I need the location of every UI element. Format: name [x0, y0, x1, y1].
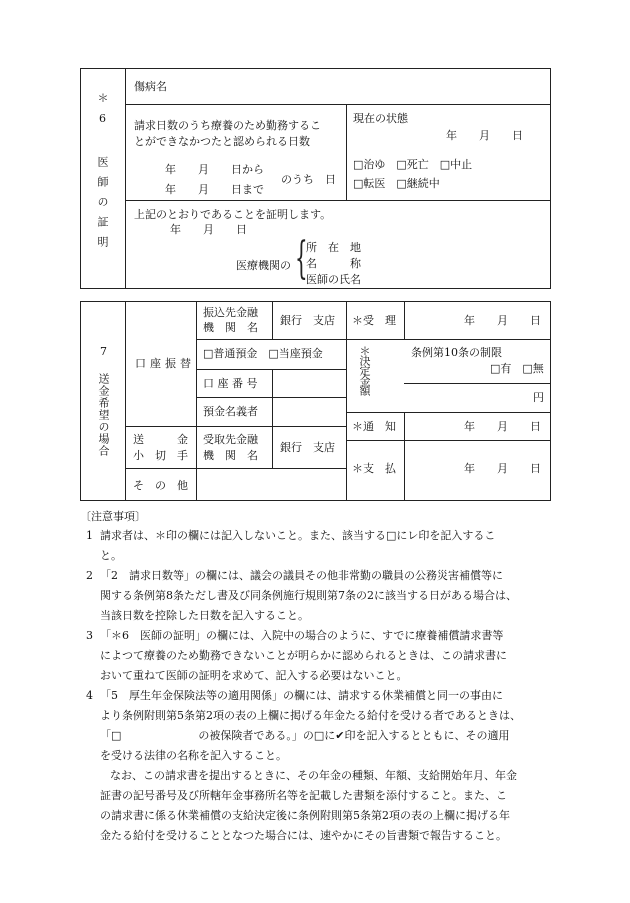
divider — [125, 426, 346, 427]
status-label: 現在の状態 — [353, 112, 408, 125]
disease-name-label: 傷病名 — [134, 80, 167, 93]
note-line: と。 — [100, 549, 122, 562]
note-number: 1 — [86, 529, 93, 542]
note-4 — [86, 686, 548, 766]
remit-check-label-1: 送 金 — [133, 433, 188, 446]
brace-icon: { — [295, 233, 308, 284]
disease-name-field[interactable] — [190, 72, 545, 100]
divider — [125, 468, 346, 469]
transfer-bank-label-1: 振込先金融 — [203, 306, 258, 319]
divider — [125, 200, 551, 201]
divider — [272, 426, 273, 468]
divider — [125, 301, 126, 501]
restriction-options[interactable]: □有 □無 — [490, 362, 544, 375]
receiving-bank-branch[interactable]: 銀行 支店 — [280, 441, 335, 454]
note-line: 「＊6 医師の証明」の欄には、入院中の場合のように、すでに療養補償請求書等 — [100, 629, 504, 642]
divider — [404, 301, 405, 339]
status-options-row2[interactable]: □転医 □継続中 — [353, 177, 440, 190]
days-from[interactable]: 年 月 日から — [165, 163, 264, 176]
transfer-bank-label-2: 機 関 名 — [203, 321, 258, 334]
divider — [196, 369, 346, 370]
note-line: 「2 請求日数等」の欄には、議会の議員その他非常勤の職員の公務災害補償等に — [100, 569, 503, 582]
note-line: 証書の記号番号及び所轄年金事務所名等を記載した書類を添付すること。また、こ — [100, 789, 507, 802]
remit-check-label-2: 小 切 手 — [133, 449, 188, 462]
transfer-bank-branch[interactable]: 銀行 支店 — [280, 314, 335, 327]
note-3 — [86, 626, 548, 686]
divider — [196, 301, 197, 501]
receiving-bank-label-2: 機 関 名 — [203, 449, 258, 462]
received-date[interactable]: 年 月 日 — [464, 314, 541, 327]
remittance-section-label: 7 送金希望の場合 — [97, 345, 110, 457]
divider — [272, 301, 273, 339]
note-line: 関する条例第8条ただし書及び同条例施行規則第7条の2に該当する日がある場合は、 — [100, 589, 517, 602]
note-line: おいて重ねて医師の証明を求めて、記入する必要はないこと。 — [100, 669, 408, 682]
status-options-row1[interactable]: □治ゆ □死亡 □中止 — [353, 158, 473, 171]
notice-label: ＊通 知 — [352, 420, 396, 433]
note-line: によつて療養のため勤務できないことが明らかに認められるときは、この請求書に — [100, 649, 507, 662]
deposit-type-checkboxes[interactable]: □普通預金 □当座預金 — [203, 347, 323, 360]
account-number-field[interactable] — [274, 371, 344, 395]
account-transfer-label: 口座振替 — [135, 357, 195, 370]
divider — [346, 301, 347, 501]
note-1 — [86, 526, 548, 566]
institution-label: 医療機関の — [236, 259, 291, 272]
days-to[interactable]: 年 月 日まで — [165, 183, 264, 196]
note-number: 4 — [86, 689, 93, 702]
certify-text: 上記のとおりであることを証明します。 — [134, 208, 332, 221]
notice-date[interactable]: 年 月 日 — [464, 420, 541, 433]
address-label: 所 在 地 — [306, 241, 361, 254]
divider — [346, 104, 347, 200]
note-line: 「□ の被保険者である。」の□に✔印を記入するとともに、その適用 — [100, 729, 510, 742]
days-count[interactable]: のうち 日 — [281, 173, 336, 186]
receiving-bank-label-1: 受取先金融 — [203, 433, 258, 446]
doctor-name-label: 医師の氏名 — [306, 273, 361, 286]
note-line: を受ける法律の名称を記入すること。 — [100, 749, 287, 762]
divider — [346, 440, 551, 441]
divider — [125, 104, 551, 105]
note-line: 当該日数を控除した日数を記入すること。 — [100, 609, 309, 622]
note-line: 「5 厚生年金保険法等の適用関係」の欄には、請求する休業補償と同一の事由に — [100, 689, 503, 702]
divider — [404, 383, 551, 384]
status-date[interactable]: 年 月 日 — [446, 129, 523, 142]
divider — [196, 339, 551, 340]
note-2 — [86, 566, 548, 626]
note-number: 3 — [86, 629, 93, 642]
note-line: 金たる給付を受けることとなつた場合には、速やかにその旨書類で報告すること。 — [100, 829, 507, 842]
days-label-line2: とができなかつたと認められる日数 — [134, 135, 310, 148]
other-label: そ の 他 — [133, 479, 188, 492]
doctor-section-label: ＊6 医師の証明 — [96, 92, 109, 256]
note-line: より条例附則第5条第2項の表の上欄に掲げる年金たる給付を受ける者であるときは、 — [100, 709, 521, 722]
account-holder-label: 預金名義者 — [203, 405, 258, 418]
note-paragraph — [100, 766, 548, 846]
payment-date[interactable]: 年 月 日 — [464, 462, 541, 475]
divider — [404, 412, 405, 501]
decision-amount-label: ＊決定金額 — [358, 345, 371, 395]
other-field[interactable] — [198, 470, 344, 499]
payment-label: ＊支 払 — [352, 462, 396, 475]
divider — [196, 397, 346, 398]
received-label: ＊受 理 — [352, 314, 396, 327]
certify-date[interactable]: 年 月 日 — [170, 223, 247, 236]
account-number-label: 口 座 番 号 — [203, 377, 258, 390]
institution-name-label: 名 称 — [306, 257, 361, 270]
days-label-line1: 請求日数のうち療養のため勤務するこ — [134, 119, 321, 132]
notes-heading: 〔注意事項〕 — [80, 510, 146, 523]
note-number: 2 — [86, 569, 93, 582]
divider — [346, 412, 551, 413]
restriction-label: 条例第10条の制限 — [411, 346, 502, 359]
divider — [125, 68, 126, 289]
account-holder-field[interactable] — [274, 399, 344, 424]
note-line: 請求者は、＊印の欄には記入しないこと。また、該当する□にレ印を記入するこ — [100, 529, 496, 542]
note-line: なお、この請求書を提出するときに、その年金の種類、年額、支給開始年月、年金 — [110, 769, 517, 782]
note-line: の請求書に係る休業補償の支給決定後に条例附則第5条第2項の表の上欄に掲げる年 — [100, 809, 510, 822]
yen-label: 円 — [533, 391, 544, 404]
